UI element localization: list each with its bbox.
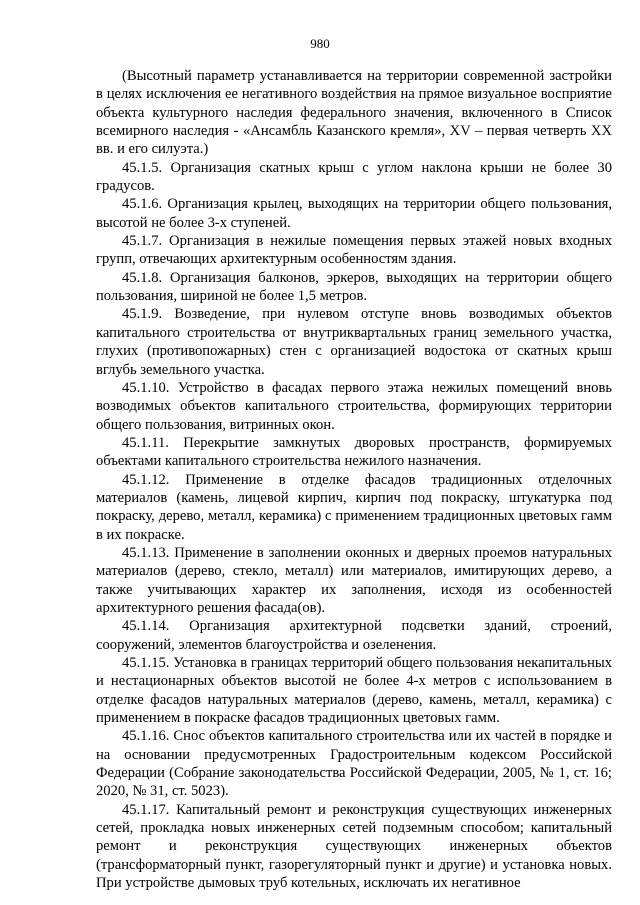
paragraph-45-1-5: 45.1.5. Организация скатных крыш с углом наклона крыши не более 30 градусов. (96, 159, 612, 195)
paragraph-45-1-10: 45.1.10. Устройство в фасадах первого этажа нежилых помещений вновь возводимых объектов капитального строительства, формирующих территории общего пользования, витринных окон. (96, 379, 612, 433)
page-number: 980 (310, 36, 330, 51)
paragraph-45-1-16: 45.1.16. Снос объектов капитального строительства или их частей в порядке и на основании предусмотренных Градостроительным кодексом Российской Федерации (Собрание законодательства Российской Федерации, 2005, № 1, ст. 16; 2020, № 31, ст. 5023). (96, 728, 612, 800)
paragraph-45-1-12: 45.1.12. Применение в отделке фасадов традиционных отделочных материалов (камень, лицевой кирпич, кирпич под покраску, штукатурка под покраску, дерево, металл, керамика) с применением традиционных цветовых гамм в их покраске. (96, 471, 612, 543)
paragraph-45-1-14: 45.1.14. Организация архитектурной подсветки зданий, строений, сооружений, элементов благоустройства и озеленения. (96, 618, 612, 653)
paragraph-45-1-8: 45.1.8. Организация балконов, эркеров, выходящих на территории общего пользования, шириной не более 1,5 метров. (96, 269, 612, 305)
paragraph-intro-note: (Высотный параметр устанавливается на территории современной застройки в целях исключения ее негативного воздействия на прямое визуальное восприятие объекта культурного наследия федерального значения, включенного в Список всемирного наследия - «Ансамбль Казанского кремля», XV – первая четверть XX вв. и его силуэта.) (96, 68, 612, 158)
paragraph-45-1-6: 45.1.6. Организация крылец, выходящих на территории общего пользования, высотой не более 3-х ступеней. (96, 196, 612, 231)
paragraph-45-1-13: 45.1.13. Применение в заполнении оконных и дверных проемов натуральных материалов (дерево, стекло, металл) или материалов, имитирующих дерево, а также учитывающих характер их заполнения, исходя из особенностей архитектурного решения фасада(ов). (96, 544, 612, 616)
paragraph-45-1-9: 45.1.9. Возведение, при нулевом отступе вновь возводимых объектов капитального строительства от внутриквартальных границ земельного участка, глухих (противопожарных) стен с организацией водостока от скатных крыш вглубь земельного участка. (96, 306, 612, 378)
paragraph-45-1-17: 45.1.17. Капитальный ремонт и реконструкция существующих инженерных сетей, прокладка новых инженерных сетей подземным способом; капитальный ремонт и реконструкция существующих инженерных объектов (трансформаторный пункт, газорегуляторный пункт и другие) и установка новых. При устройстве дымовых труб котельных, исключать их негативное (96, 801, 612, 892)
paragraph-45-1-7: 45.1.7. Организация в нежилые помещения первых этажей новых входных групп, отвечающих архитектурным особенностям здания. (96, 233, 612, 268)
document-body (96, 67, 612, 892)
paragraph-45-1-15: 45.1.15. Установка в границах территорий общего пользования некапитальных и нестационарных объектов высотой не более 4-х метров с использованием в отделке фасадов натуральных материалов (дерево, камень, металл, керамика) с применением в покраске фасадов традиционных цветовых гамм. (96, 655, 612, 727)
paragraph-45-1-11: 45.1.11. Перекрытие замкнутых дворовых пространств, формируемых объектами капитального строительства нежилого назначения. (96, 434, 612, 470)
